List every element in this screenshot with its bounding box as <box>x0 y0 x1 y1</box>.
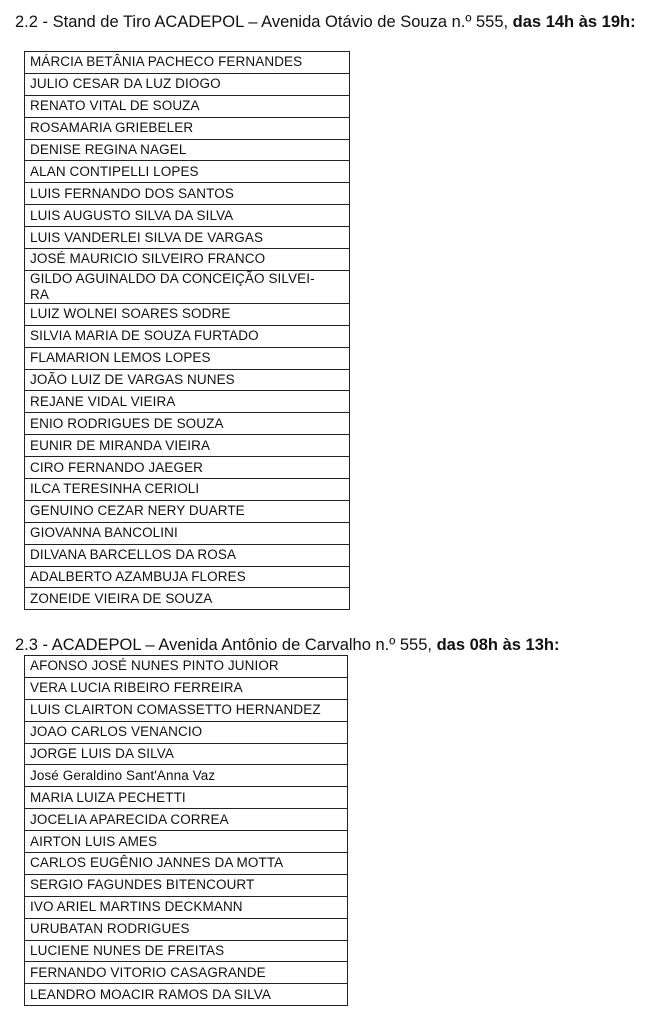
name-cell: LUIS FERNANDO DOS SANTOS <box>25 183 350 205</box>
table-row <box>25 205 350 227</box>
name-cell: LUIZ WOLNEI SOARES SODRE <box>25 303 350 325</box>
name-cell: LUIS CLAIRTON COMASSETTO HERNANDEZ <box>25 699 348 721</box>
table-row <box>25 522 350 544</box>
name-cell: GILDO AGUINALDO DA CONCEIÇÃO SILVEI- RA <box>25 270 350 303</box>
table-row <box>25 699 348 721</box>
name-cell: ENIO RODRIGUES DE SOUZA <box>25 413 350 435</box>
name-cell: MÁRCIA BETÂNIA PACHECO FERNANDES <box>25 52 350 74</box>
name-cell: REJANE VIDAL VIEIRA <box>25 391 350 413</box>
name-cell: JOÃO LUIZ DE VARGAS NUNES <box>25 369 350 391</box>
table-row <box>25 962 348 984</box>
table-row <box>25 500 350 522</box>
name-cell: URUBATAN RODRIGUES <box>25 918 348 940</box>
name-cell: RENATO VITAL DE SOUZA <box>25 95 350 117</box>
table-row <box>25 303 350 325</box>
table-row <box>25 677 348 699</box>
name-cell: LUIS AUGUSTO SILVA DA SILVA <box>25 205 350 227</box>
section-schedule: das 14h às 19h: <box>512 13 636 31</box>
table-row <box>25 391 350 413</box>
name-cell: GENUINO CEZAR NERY DUARTE <box>25 500 350 522</box>
name-cell: FLAMARION LEMOS LOPES <box>25 347 350 369</box>
section-heading-text: 2.3 - ACADEPOL – Avenida Antônio de Carvalho n.º 555, <box>15 636 437 654</box>
name-cell: MARIA LUIZA PECHETTI <box>25 787 348 809</box>
table-row <box>25 918 348 940</box>
table-row <box>25 940 348 962</box>
table-row <box>25 139 350 161</box>
table-row <box>25 227 350 249</box>
section-heading-text: 2.2 - Stand de Tiro ACADEPOL – Avenida Otávio de Souza n.º 555, <box>15 13 513 31</box>
table-row <box>25 117 350 139</box>
table-row <box>25 183 350 205</box>
table-row <box>25 52 350 74</box>
name-cell: JOSÉ MAURICIO SILVEIRO FRANCO <box>25 249 350 271</box>
name-cell: JOCELIA APARECIDA CORREA <box>25 809 348 831</box>
table-row <box>25 95 350 117</box>
table-row <box>25 721 348 743</box>
name-cell: SILVIA MARIA DE SOUZA FURTADO <box>25 325 350 347</box>
name-cell: CIRO FERNANDO JAEGER <box>25 457 350 479</box>
table-row <box>25 809 348 831</box>
name-cell: ILCA TERESINHA CERIOLI <box>25 479 350 501</box>
table-row <box>25 457 350 479</box>
table-row <box>25 896 348 918</box>
name-cell: JORGE LUIS DA SILVA <box>25 743 348 765</box>
names-table <box>24 51 350 610</box>
name-cell: AIRTON LUIS AMES <box>25 831 348 853</box>
names-table <box>24 655 348 1006</box>
name-cell: LUIS VANDERLEI SILVA DE VARGAS <box>25 227 350 249</box>
name-cell: LUCIENE NUNES DE FREITAS <box>25 940 348 962</box>
name-cell: IVO ARIEL MARTINS DECKMANN <box>25 896 348 918</box>
table-row <box>25 765 348 787</box>
name-cell: VERA LUCIA RIBEIRO FERREIRA <box>25 677 348 699</box>
name-cell: FERNANDO VITORIO CASAGRANDE <box>25 962 348 984</box>
name-cell: DENISE REGINA NAGEL <box>25 139 350 161</box>
name-cell: AFONSO JOSÉ NUNES PINTO JUNIOR <box>25 656 348 678</box>
table-row <box>25 544 350 566</box>
table-row <box>25 984 348 1006</box>
table-row <box>25 413 350 435</box>
table-row <box>25 566 350 588</box>
table-row <box>25 874 348 896</box>
name-cell: ROSAMARIA GRIEBELER <box>25 117 350 139</box>
table-row <box>25 435 350 457</box>
table-row <box>25 161 350 183</box>
table-row <box>25 270 350 303</box>
name-cell: DILVANA BARCELLOS DA ROSA <box>25 544 350 566</box>
table-row <box>25 347 350 369</box>
section-schedule: das 08h às 13h: <box>436 636 560 654</box>
table-row <box>25 369 350 391</box>
name-cell: JOAO CARLOS VENANCIO <box>25 721 348 743</box>
name-cell: EUNIR DE MIRANDA VIEIRA <box>25 435 350 457</box>
name-cell: GIOVANNA BANCOLINI <box>25 522 350 544</box>
name-cell: SERGIO FAGUNDES BITENCOURT <box>25 874 348 896</box>
name-cell: ADALBERTO AZAMBUJA FLORES <box>25 566 350 588</box>
table-row <box>25 831 348 853</box>
table-row <box>25 743 348 765</box>
name-cell: ZONEIDE VIEIRA DE SOUZA <box>25 588 350 610</box>
section-heading <box>15 636 645 655</box>
table-row <box>25 249 350 271</box>
name-cell: LEANDRO MOACIR RAMOS DA SILVA <box>25 984 348 1006</box>
name-cell: José Geraldino Sant'Anna Vaz <box>25 765 348 787</box>
name-cell: JULIO CESAR DA LUZ DIOGO <box>25 73 350 95</box>
name-cell: CARLOS EUGÊNIO JANNES DA MOTTA <box>25 853 348 875</box>
table-row <box>25 588 350 610</box>
table-row <box>25 853 348 875</box>
table-row <box>25 479 350 501</box>
table-row <box>25 325 350 347</box>
table-row <box>25 73 350 95</box>
name-cell: ALAN CONTIPELLI LOPES <box>25 161 350 183</box>
table-row <box>25 787 348 809</box>
section-heading <box>15 13 645 32</box>
table-row <box>25 656 348 678</box>
